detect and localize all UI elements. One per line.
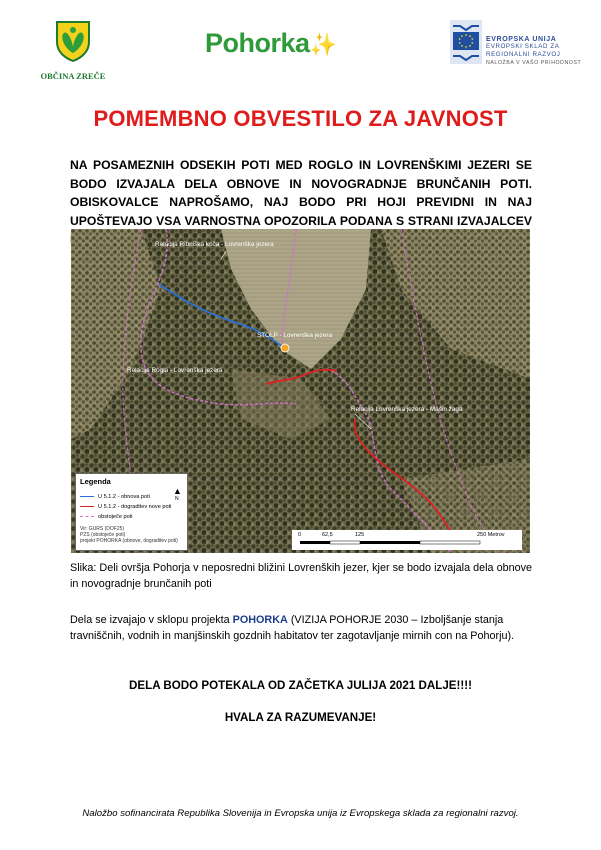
legend-source: Vir: GURS (DOF25) PZS (obstoječe poti) projekt POHORKA (obnove, dograditev poti)	[80, 526, 178, 544]
map-scale-bar	[292, 530, 522, 550]
cofinancing-footer: Naložbo sofinancirata Republika Slovenija in Evropska unija iz Evropskega sklada za regionalni razvoj.	[82, 808, 519, 819]
label-relation-ribniska: Relacija Ribniška koča - Lovrenška jezera	[155, 241, 274, 248]
north-label: N	[175, 496, 179, 502]
legend-title: Legenda	[80, 477, 111, 486]
eu-flag-icon	[450, 20, 482, 64]
north-arrow-icon: ▲	[173, 486, 182, 496]
label-relation-rogla: Relacija Rogla - Lovrenška jezera	[127, 367, 223, 374]
scale-tick-1: 62,5	[322, 532, 333, 538]
scale-tick-2: 125	[355, 532, 365, 538]
legend-item-new-path: U 5.1.2 - dograditev nove poti	[80, 504, 171, 510]
project-paragraph: Dela se izvajajo v sklopu projekta POHORKA (VIZIJA POHORJE 2030 – Izboljšanje stanja travniščnih, vodnih in manjšinskih gozdnih habitatov ter zagotavljanje mirnih con na Pohorju).	[70, 614, 515, 642]
zrece-shield-icon	[53, 18, 93, 62]
eu-line-2: EVROPSKI SKLAD ZA	[486, 43, 560, 51]
map-caption: Slika: Deli ovršja Pohorja v neposredni bližini Lovrenških jezer, kjer se bodo izvajala dela obnove in novogradnje brunčanih poti	[70, 562, 532, 590]
label-stolp: STOLP - Lovrenška jezera	[257, 332, 333, 339]
map-legend	[75, 473, 188, 551]
municipality-caption: OBČINA ZREČE	[40, 71, 106, 81]
works-date-notice: DELA BODO POTEKALA OD ZAČETKA JULIJA 2021 DALJE!!!!	[129, 679, 472, 692]
eu-slogan: NALOŽBA V VAŠO PRIHODNOST	[486, 59, 582, 66]
eu-line-1: EVROPSKA UNIJA	[486, 36, 557, 43]
intro-paragraph: NA POSAMEZNIH ODSEKIH POTI MED ROGLO IN LOVRENŠKIMI JEZERI SE BODO IZVAJALA DELA OBNOVE IN NOVOGRADNJE BRUNČANIH POTI. OBISKOVALCE NAPROŠAMO, NAJ BODO PRI HOJI PREVIDNI IN NAJ UPOŠTEVAJO VSA VARNOSTNA OPOZORILA PODANA S STRANI IZVAJALCEV	[70, 158, 532, 228]
legend-swatch	[80, 506, 94, 507]
eu-logo	[450, 20, 580, 68]
label-relation-masin: Relacija Lovrenška jezera - Mašin žaga	[351, 406, 463, 413]
legend-swatch	[80, 496, 94, 497]
eu-line-3: REGIONALNI RAZVOJ	[486, 50, 561, 58]
thanks-text: HVALA ZA RAZUMEVANJE!	[224, 711, 377, 724]
scale-tick-3: 250 Metrov	[477, 532, 505, 538]
legend-swatch	[80, 516, 94, 517]
pohorka-logo	[205, 28, 336, 59]
obcina-zrece-logo	[38, 18, 108, 81]
legend-item-existing: obstoječe poti	[80, 514, 133, 520]
legend-item-renovation: U 5.1.2 - obnova poti	[80, 494, 150, 500]
brand-name: Pohorka	[205, 28, 310, 58]
notice-title: POMEMBNO OBVESTILO ZA JAVNOST	[93, 106, 508, 131]
leaf-icon: ✨	[309, 32, 337, 57]
project-name: POHORKA	[232, 614, 288, 626]
scale-tick-0: 0	[298, 532, 302, 538]
tower-marker	[281, 344, 289, 352]
